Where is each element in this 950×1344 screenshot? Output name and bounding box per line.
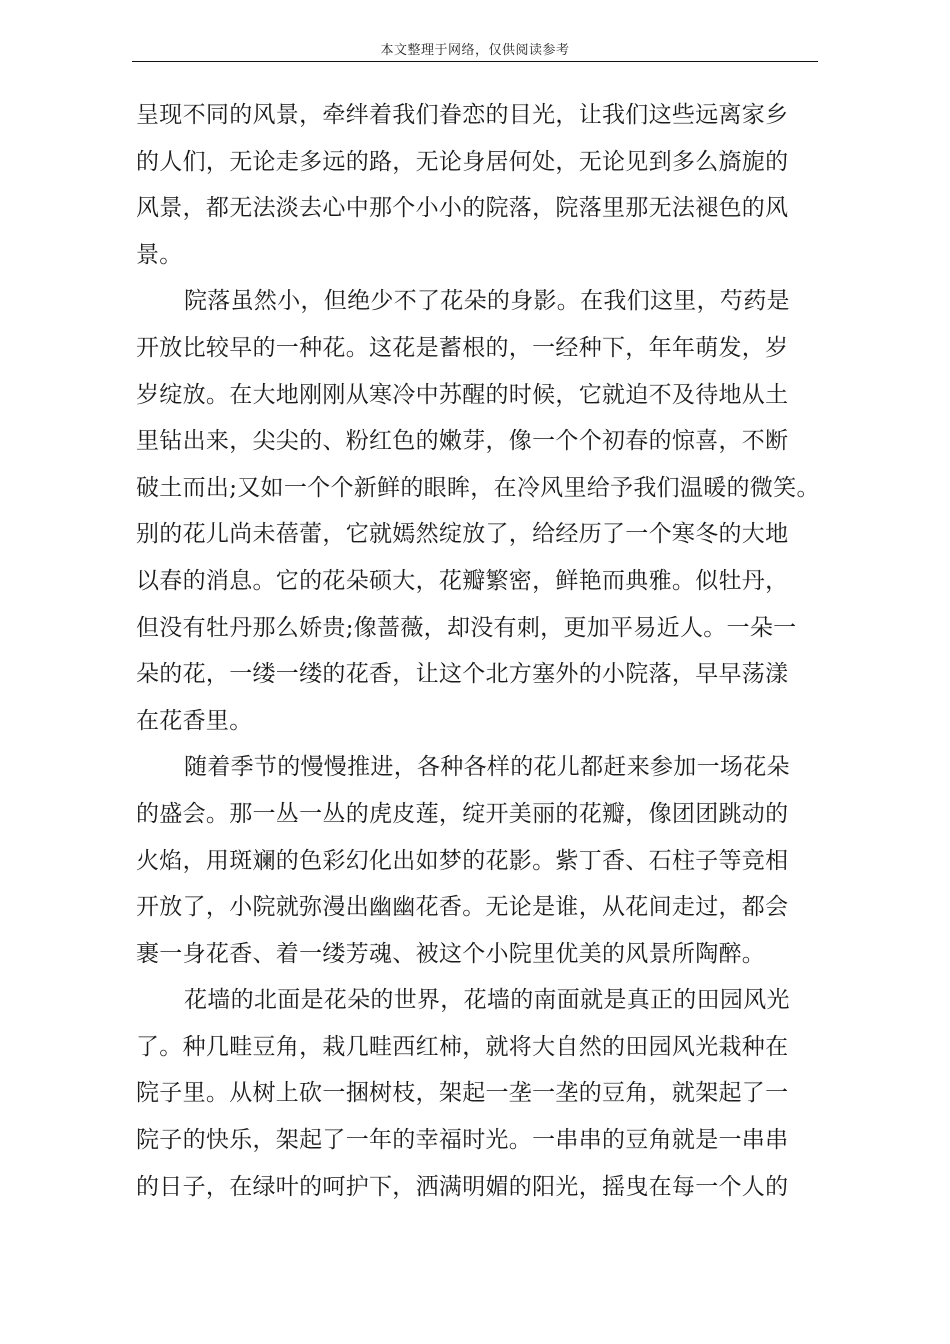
document-body xyxy=(136,92,826,1210)
text-line: 花墙的北面是花朵的世界，花墙的南面就是真正的田园风光 xyxy=(184,987,790,1014)
text-line: 的日子，在绿叶的呵护下，洒满明媚的阳光，摇曳在每一个人的 xyxy=(136,1173,789,1200)
text-line: 朵的花，一缕一缕的花香，让这个北方塞外的小院落，早早荡漾 xyxy=(136,661,789,688)
text-line: 的人们，无论走多远的路，无论身居何处，无论见到多么旖旎的 xyxy=(136,148,789,175)
text-line: 以春的消息。它的花朵硕大，花瓣繁密，鲜艳而典雅。似牡丹， xyxy=(136,567,789,594)
text-line: 院子的快乐，架起了一年的幸福时光。一串串的豆角就是一串串 xyxy=(136,1127,789,1154)
text-line: 院子里。从树上砍一捆树枝，架起一垄一垄的豆角，就架起了一 xyxy=(136,1080,789,1107)
text-line: 开放了，小院就弥漫出幽幽花香。无论是谁，从花间走过，都会 xyxy=(136,894,789,921)
paragraph-2 xyxy=(136,278,826,744)
paragraph-4 xyxy=(136,977,826,1210)
paragraph-1 xyxy=(136,92,826,278)
page-header: 本文整理于网络，仅供阅读参考 xyxy=(380,43,570,58)
text-line: 随着季节的慢慢推进，各种各样的花儿都赶来参加一场花朵 xyxy=(184,754,790,781)
text-line: 了。种几畦豆角，栽几畦西红柿，就将大自然的田园风光栽种在 xyxy=(136,1033,789,1060)
text-line: 风景，都无法淡去心中那个小小的院落，院落里那无法褪色的风 xyxy=(136,195,789,222)
text-line: 别的花儿尚未蓓蕾，它就嫣然绽放了，给经历了一个寒冬的大地 xyxy=(136,521,789,548)
paragraph-3 xyxy=(136,744,826,977)
text-line: 开放比较早的一种花。这花是蓄根的，一经种下，年年萌发，岁 xyxy=(136,334,789,361)
text-line: 但没有牡丹那么娇贵;像蔷薇，却没有刺，更加平易近人。一朵一 xyxy=(136,614,797,641)
text-line: 在花香里。 xyxy=(136,707,253,734)
text-line: 火焰，用斑斓的色彩幻化出如梦的花影。紫丁香、石柱子等竞相 xyxy=(136,847,789,874)
text-line: 院落虽然小，但绝少不了花朵的身影。在我们这里，芍药是 xyxy=(184,288,790,315)
text-line: 里钻出来，尖尖的、粉红色的嫩芽，像一个个初春的惊喜，不断 xyxy=(136,428,789,455)
text-line: 景。 xyxy=(136,241,183,268)
text-line: 裹一身花香、着一缕芳魂、被这个小院里优美的风景所陶醉。 xyxy=(136,940,766,967)
text-line: 呈现不同的风景，牵绊着我们眷恋的目光，让我们这些远离家乡 xyxy=(136,102,789,128)
text-line: 破土而出;又如一个个新鲜的眼眸，在冷风里给予我们温暖的微笑。 xyxy=(136,474,820,501)
header-divider xyxy=(132,61,818,62)
text-line: 岁绽放。在大地刚刚从寒冷中苏醒的时候，它就迫不及待地从土 xyxy=(136,381,789,408)
text-line: 的盛会。那一丛一丛的虎皮莲，绽开美丽的花瓣，像团团跳动的 xyxy=(136,800,789,827)
